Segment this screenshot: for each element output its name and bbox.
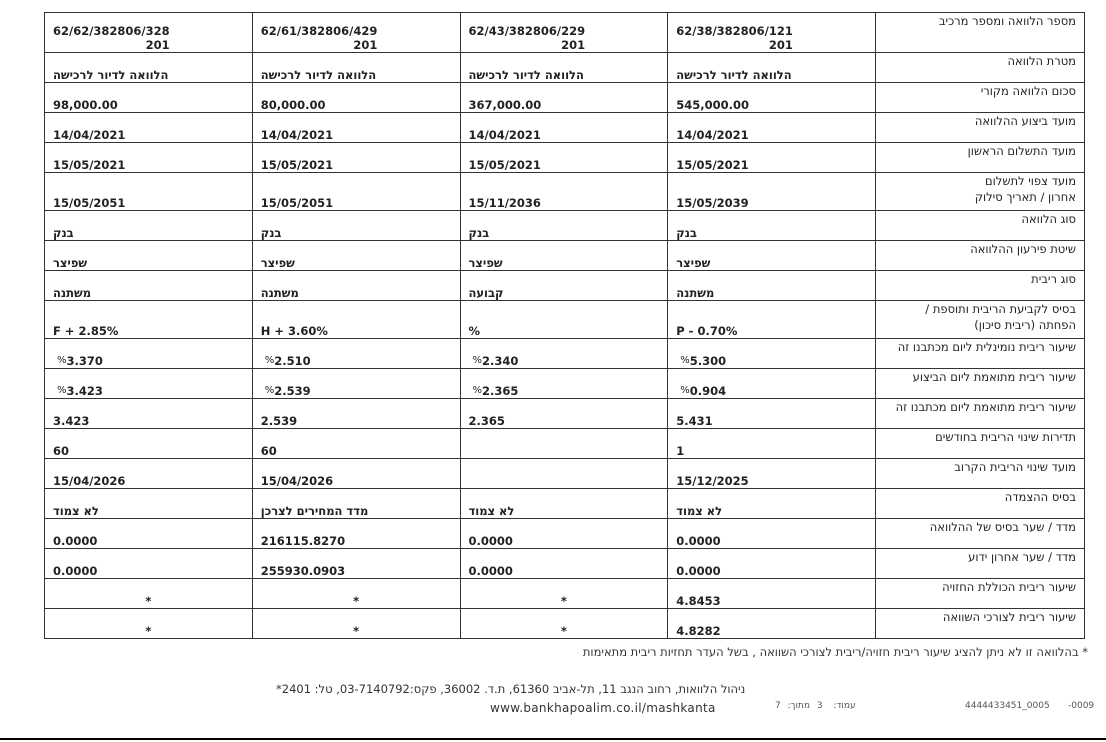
table-row (45, 113, 1085, 143)
cell-value: משתנה (260, 286, 299, 300)
loan-3-cell (252, 301, 460, 339)
loan-3-cell (252, 83, 460, 113)
table-row (45, 579, 1085, 609)
cell-value: 2.539 (274, 384, 311, 398)
row-label-text: בסיס ההצמדה (1004, 490, 1076, 504)
cell-value: P - 0.70% (676, 324, 738, 338)
row-label (876, 609, 1085, 639)
row-label-text: שיעור ריבית לצורכי השוואה (942, 610, 1076, 624)
loan-1-cell (668, 549, 876, 579)
loan-2-cell (460, 83, 668, 113)
loan-1-cell (668, 113, 876, 143)
cell-value: 5.431 (676, 414, 713, 428)
table-row (45, 429, 1085, 459)
loan-4-cell (45, 579, 253, 609)
row-label-text: סוג ריבית (1031, 272, 1076, 286)
percent-symbol: % (57, 355, 67, 366)
row-label-text: תדירות שינוי הריבית בחודשים (935, 430, 1076, 444)
loan-4-cell (45, 429, 253, 459)
loan-3-cell (252, 549, 460, 579)
cell-value: 2.365 (468, 414, 505, 428)
cell-value: 62/38/382806/121 201 (676, 24, 793, 52)
loan-4-cell (45, 13, 253, 53)
cell-value: 1 (676, 444, 685, 458)
loan-2-cell (460, 339, 668, 369)
loan-4-cell (45, 211, 253, 241)
row-label (876, 369, 1085, 399)
row-label-text: סוג הלוואה (1021, 212, 1076, 226)
cell-value: * (560, 594, 567, 608)
loan-1-cell (668, 579, 876, 609)
loan-3-cell (252, 271, 460, 301)
cell-value: משתנה (676, 286, 715, 300)
loan-3-cell (252, 53, 460, 83)
row-label (876, 271, 1085, 301)
loan-3-cell (252, 489, 460, 519)
loan-4-cell (45, 399, 253, 429)
row-label (876, 53, 1085, 83)
table-row (45, 241, 1085, 271)
loan-3-cell (252, 143, 460, 173)
cell-value: 60 (53, 444, 70, 458)
loan-1-cell (668, 459, 876, 489)
row-label-text: שיעור ריבית מתואמת ליום הביצוע (912, 370, 1076, 384)
page-total: 7 (775, 701, 781, 711)
loan-2-cell (460, 143, 668, 173)
cell-value: בנק (468, 226, 490, 240)
loan-3-cell (252, 609, 460, 639)
loan-3-cell (252, 519, 460, 549)
loan-2-cell (460, 301, 668, 339)
loan-2-cell (460, 211, 668, 241)
table-row (45, 143, 1085, 173)
cell-value: 14/04/2021 (468, 128, 541, 142)
cell-value: 367,000.00 (468, 98, 542, 112)
loan-1-cell (668, 143, 876, 173)
loan-3-cell (252, 399, 460, 429)
cell-value: 0.0000 (676, 564, 721, 578)
row-label-text: בסיס לקביעת הריבית ותוספת / הפחתה (ריבית סיכון) (925, 302, 1076, 332)
loan-4-cell (45, 173, 253, 211)
loan-1-cell (668, 489, 876, 519)
cell-value: 3.423 (66, 384, 103, 398)
loan-3-cell (252, 459, 460, 489)
cell-value: 0.0000 (676, 534, 721, 548)
cell-value: 0.0000 (468, 534, 513, 548)
loan-1-cell (668, 241, 876, 271)
document-code: -0009 (1068, 701, 1095, 711)
row-label (876, 429, 1085, 459)
cell-value: 0.904 (689, 384, 727, 398)
row-label-text: שיעור ריבית נומינלית ליום מכתבנו זה (897, 340, 1076, 354)
loan-2-cell (460, 459, 668, 489)
cell-value: 2.365 (482, 384, 519, 398)
cell-value: 3.423 (53, 414, 90, 428)
page-label: עמוד: (833, 701, 856, 711)
table-row (45, 339, 1085, 369)
page-bottom-rule (0, 738, 1106, 740)
loan-1-cell (668, 399, 876, 429)
row-label-text: מועד צפוי לתשלום אחרון / תאריך סילוק (974, 174, 1076, 204)
row-label-text: שיעור ריבית מתואמת ליום מכתבנו זה (895, 400, 1076, 414)
loan-3-cell (252, 173, 460, 211)
cell-value: % (468, 324, 481, 338)
row-label-text: מדד / שער אחרון ידוע (968, 550, 1076, 564)
cell-value: שפיצר (53, 256, 88, 270)
cell-value: * (560, 624, 567, 638)
cell-value: F + 2.85% (53, 324, 119, 338)
cell-value: 2.340 (482, 354, 519, 368)
loan-4-cell (45, 549, 253, 579)
row-label (876, 549, 1085, 579)
loan-1-cell (668, 369, 876, 399)
loan-2-cell (460, 13, 668, 53)
loan-1-cell (668, 339, 876, 369)
cell-value: 15/05/2021 (676, 158, 749, 172)
percent-symbol: % (264, 385, 275, 396)
row-label (876, 459, 1085, 489)
loan-2-cell (460, 579, 668, 609)
row-label (876, 301, 1085, 339)
loan-3-cell (252, 13, 460, 53)
cell-value: 62/61/382806/429 201 (260, 24, 378, 52)
loan-4-cell (45, 301, 253, 339)
loan-1-cell (668, 53, 876, 83)
table-row (45, 399, 1085, 429)
cell-value: 15/05/2021 (260, 158, 334, 172)
table-row (45, 271, 1085, 301)
table-row (45, 489, 1085, 519)
loan-2-cell (460, 519, 668, 549)
cell-value: 15/05/2021 (53, 158, 126, 172)
loan-1-cell (668, 83, 876, 113)
cell-value: מדד המחירים לצרכן (260, 504, 369, 518)
loan-4-cell (45, 53, 253, 83)
footer-address: ניהול הלוואות, רחוב הנגב 11, תל-אביב 61360, ת.ד. 36002, פקס:03-7140792, טל: 2401* (276, 682, 746, 696)
loan-2-cell (460, 53, 668, 83)
loan-4-cell (45, 369, 253, 399)
row-label-text: מועד ביצוע ההלוואה (974, 114, 1076, 128)
cell-value: 2.510 (274, 354, 311, 368)
loan-1-cell (668, 301, 876, 339)
cell-value: 0.0000 (468, 564, 513, 578)
percent-symbol: % (472, 385, 483, 396)
footnote: * בהלוואה זו לא ניתן להציג שיעור ריבית חזויה/ריבית לצורכי השוואה , בשל העדר תחזיות ריבית מתאימות (582, 645, 1088, 659)
loan-2-cell (460, 399, 668, 429)
cell-value: קבועה (468, 286, 504, 300)
loan-4-cell (45, 459, 253, 489)
loan-2-cell (460, 113, 668, 143)
percent-symbol: % (680, 385, 690, 396)
loan-3-cell (252, 339, 460, 369)
loan-3-cell (252, 579, 460, 609)
cell-value: 62/43/382806/229 201 (468, 24, 586, 52)
table-row (45, 53, 1085, 83)
cell-value: 3.370 (66, 354, 103, 368)
loan-1-cell (668, 173, 876, 211)
row-label-text: מספר הלוואה ומספר מרכיב (938, 14, 1076, 28)
loan-4-cell (45, 241, 253, 271)
cell-value: 2.539 (260, 414, 298, 428)
cell-value: 0.0000 (53, 534, 98, 548)
loan-3-cell (252, 429, 460, 459)
table-row (45, 519, 1085, 549)
percent-symbol: % (472, 355, 483, 366)
row-label (876, 579, 1085, 609)
cell-value: 14/04/2021 (53, 128, 126, 142)
loan-2-cell (460, 429, 668, 459)
cell-value: 15/05/2021 (468, 158, 541, 172)
cell-value: שפיצר (676, 256, 711, 270)
loan-1-cell (668, 609, 876, 639)
loan-1-cell (668, 211, 876, 241)
cell-value: 14/04/2021 (676, 128, 749, 142)
table-row (45, 609, 1085, 639)
loan-3-cell (252, 211, 460, 241)
cell-value: 4.8453 (676, 594, 721, 608)
cell-value: 15/12/2025 (676, 474, 749, 488)
loan-4-cell (45, 113, 253, 143)
table-row (45, 459, 1085, 489)
loan-4-cell (45, 609, 253, 639)
cell-value: 14/04/2021 (260, 128, 334, 142)
loan-4-cell (45, 519, 253, 549)
loan-2-cell (460, 369, 668, 399)
cell-value: * (145, 624, 152, 638)
loan-3-cell (252, 369, 460, 399)
loan-2-cell (460, 609, 668, 639)
percent-symbol: % (264, 355, 275, 366)
cell-value: 15/05/2051 (53, 196, 126, 210)
row-label (876, 83, 1085, 113)
loan-2-cell (460, 549, 668, 579)
loan-4-cell (45, 489, 253, 519)
of-label: מתוך: (787, 701, 810, 711)
cell-value: 15/04/2026 (53, 474, 126, 488)
loan-4-cell (45, 143, 253, 173)
loan-3-cell (252, 241, 460, 271)
cell-value: לא צמוד (53, 504, 99, 518)
cell-value: הלוואה לדיור לרכישה (676, 68, 792, 82)
cell-value: 4.8282 (676, 624, 721, 638)
cell-value: * (145, 594, 152, 608)
row-label (876, 241, 1085, 271)
row-label (876, 13, 1085, 53)
page-number: 3 (816, 701, 823, 711)
percent-symbol: % (57, 385, 67, 396)
cell-value: בנק (676, 226, 697, 240)
cell-value: לא צמוד (468, 504, 515, 518)
cell-value: * (353, 594, 360, 608)
table-row (45, 13, 1085, 53)
footer-url[interactable]: www.bankhapoalim.co.il/mashkanta (490, 701, 716, 715)
table-row (45, 173, 1085, 211)
cell-value: שפיצר (260, 256, 295, 270)
row-label-text: מטרת הלוואה (1007, 54, 1076, 68)
cell-value: 216115.8270 (260, 534, 346, 548)
page-indicator (763, 701, 856, 711)
cell-value: 80,000.00 (260, 98, 326, 112)
row-label-text: מדד / שער בסיס של ההלוואה (929, 520, 1076, 534)
cell-value: 62/62/382806/328 201 (53, 24, 170, 52)
table-row (45, 83, 1085, 113)
table-row (45, 549, 1085, 579)
row-label (876, 339, 1085, 369)
cell-value: לא צמוד (676, 504, 723, 518)
table-row (45, 301, 1085, 339)
loan-details-table (44, 12, 1085, 639)
percent-symbol: % (680, 355, 690, 366)
loan-3-cell (252, 113, 460, 143)
cell-value: 15/04/2026 (260, 474, 334, 488)
loan-2-cell (460, 241, 668, 271)
loan-1-cell (668, 429, 876, 459)
row-label (876, 399, 1085, 429)
loan-1-cell (668, 13, 876, 53)
loan-4-cell (45, 339, 253, 369)
cell-value: 15/05/2039 (676, 196, 749, 210)
cell-value: 98,000.00 (53, 98, 118, 112)
loan-1-cell (668, 519, 876, 549)
row-label (876, 519, 1085, 549)
row-label-text: סכום הלוואה מקורי (980, 84, 1076, 98)
cell-value: 255930.0903 (260, 564, 346, 578)
loan-2-cell (460, 173, 668, 211)
row-label (876, 143, 1085, 173)
row-label-text: שיעור ריבית הכוללת החזויה (942, 580, 1076, 594)
row-label-text: מועד שינוי הריבית הקרוב (954, 460, 1076, 474)
loan-1-cell (668, 271, 876, 301)
cell-value: H + 3.60% (260, 324, 328, 338)
cell-value: 0.0000 (53, 564, 98, 578)
cell-value: הלוואה לדיור לרכישה (53, 68, 169, 82)
row-label-text: שיטת פירעון ההלוואה (970, 242, 1076, 256)
cell-value: הלוואה לדיור לרכישה (468, 68, 584, 82)
cell-value: בנק (53, 226, 74, 240)
row-label-text: מועד התשלום הראשון (967, 144, 1076, 158)
cell-value: 5.300 (689, 354, 727, 368)
loan-2-cell (460, 489, 668, 519)
cell-value: 15/11/2036 (468, 196, 541, 210)
row-label (876, 173, 1085, 211)
cell-value: משתנה (53, 286, 92, 300)
table-row (45, 369, 1085, 399)
cell-value: * (353, 624, 360, 638)
cell-value: הלוואה לדיור לרכישה (260, 68, 377, 82)
row-label (876, 113, 1085, 143)
cell-value: 15/05/2051 (260, 196, 334, 210)
cell-value: 60 (260, 444, 277, 458)
cell-value: שפיצר (468, 256, 503, 270)
cell-value: 545,000.00 (676, 98, 750, 112)
row-label (876, 489, 1085, 519)
row-label (876, 211, 1085, 241)
table-row (45, 211, 1085, 241)
cell-value: בנק (260, 226, 282, 240)
loan-4-cell (45, 271, 253, 301)
document-id: 4444433451_0005 (965, 701, 1050, 711)
loan-2-cell (460, 271, 668, 301)
loan-4-cell (45, 83, 253, 113)
